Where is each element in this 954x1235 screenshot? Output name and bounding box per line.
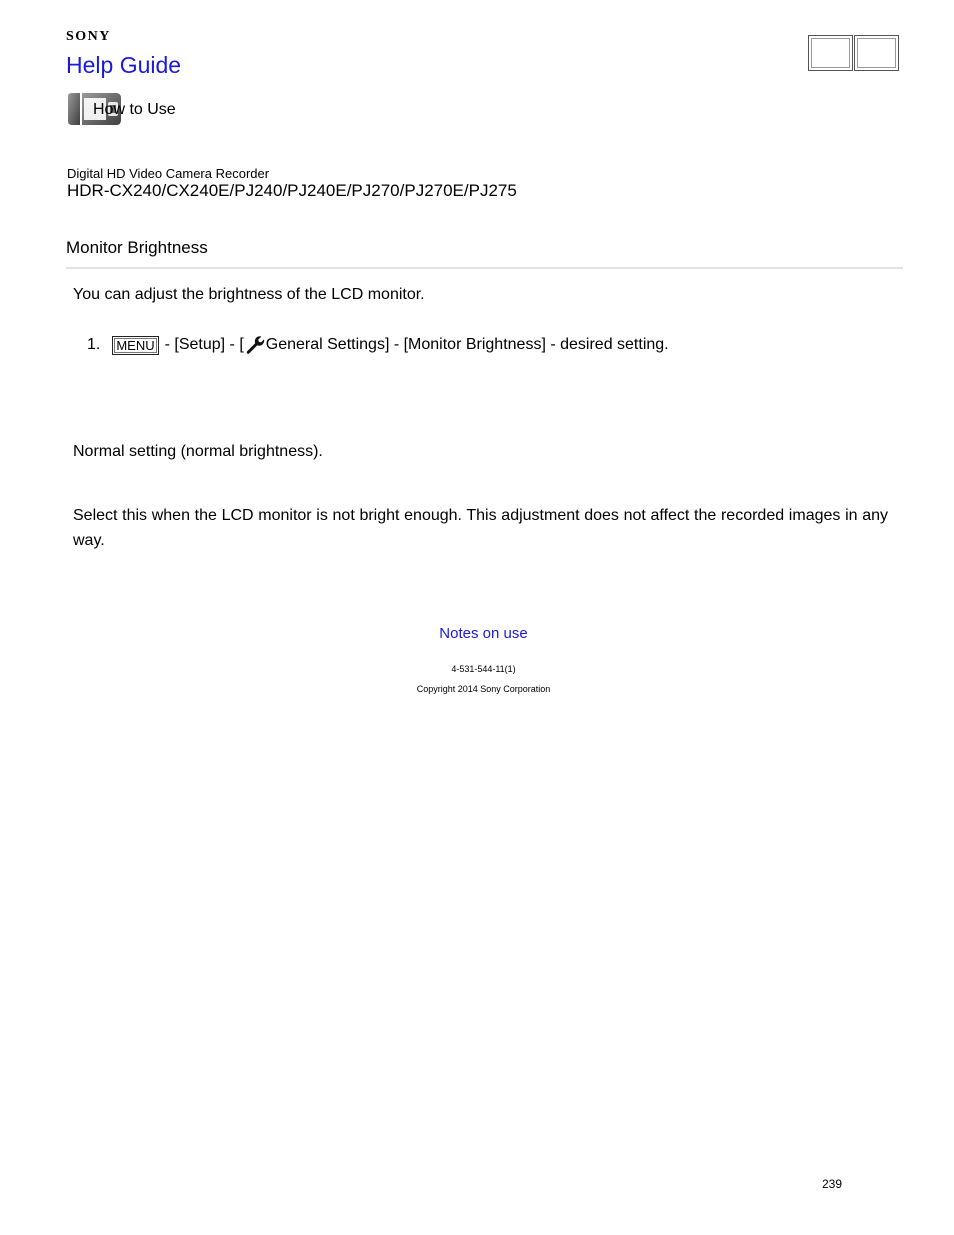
step-path-end: General Settings] - [Monitor Brightness] - desired setting.	[265, 335, 669, 353]
notes-on-use-link[interactable]: Notes on use	[439, 625, 528, 642]
page-title: Monitor Brightness	[66, 238, 208, 257]
document-number: 4-531-544-11(1)	[451, 664, 516, 674]
top-button-left[interactable]	[808, 35, 853, 71]
normal-setting-description: Normal setting (normal brightness).	[73, 443, 323, 460]
section-label: How to Use	[93, 101, 176, 118]
page-number: 239	[821, 1177, 842, 1191]
step-path-start: - [Setup] - [	[164, 335, 244, 353]
menu-button-icon: MENU	[112, 336, 158, 355]
help-guide-title[interactable]: Help Guide	[66, 52, 182, 78]
product-models: HDR-CX240/CX240E/PJ240/PJ240E/PJ270/PJ270E/PJ275	[67, 181, 517, 200]
sony-logo: SONY	[66, 29, 111, 44]
step-item	[87, 334, 669, 355]
top-button-group	[808, 35, 900, 71]
wrench-icon	[245, 335, 265, 355]
title-divider	[66, 267, 903, 269]
product-category: Digital HD Video Camera Recorder	[67, 166, 270, 181]
bright-setting-description: Select this when the LCD monitor is not bright enough. This adjustment does not affect the recorded images in any way.	[73, 507, 888, 549]
copyright-notice: Copyright 2014 Sony Corporation	[416, 684, 551, 694]
top-button-right[interactable]	[854, 35, 899, 71]
intro-text: You can adjust the brightness of the LCD monitor.	[73, 286, 425, 303]
step-number: 1.	[87, 335, 101, 353]
